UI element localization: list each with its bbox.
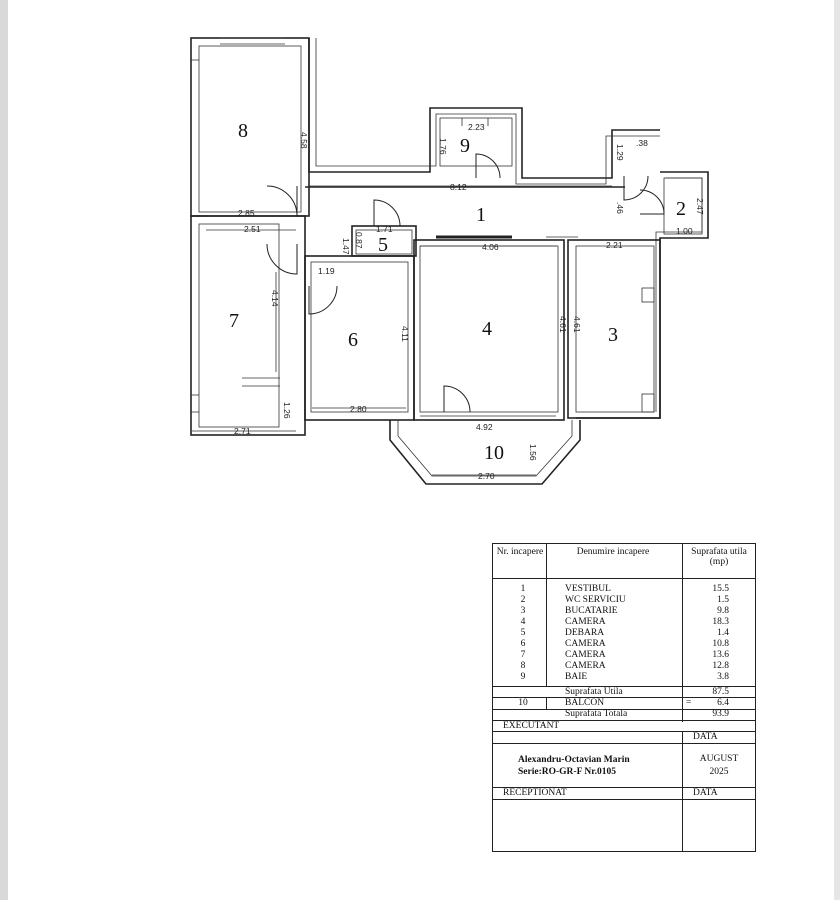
dim-label: 0.87	[354, 232, 364, 249]
hallway-walls	[305, 38, 708, 418]
room-label-8: 8	[238, 120, 248, 142]
room-label-10: 10	[484, 442, 504, 464]
dim-label: 1.76	[438, 138, 448, 155]
dim-label: 1.56	[528, 444, 538, 461]
table-divider	[682, 544, 683, 722]
row-area: 1.4	[717, 628, 729, 638]
row-area: 3.8	[717, 672, 729, 682]
table-divider	[682, 732, 683, 852]
row-area: 12.8	[712, 661, 729, 671]
row-area: 9.8	[717, 606, 729, 616]
row-name: DEBARA	[565, 628, 605, 638]
row-nr: 3	[520, 606, 526, 616]
header-nr: Nr. incapere	[496, 547, 544, 557]
door-arcs	[267, 154, 664, 412]
row-nr: 2	[520, 595, 526, 605]
suprafata-utila-value: 87.5	[712, 687, 729, 697]
date-month: AUGUST	[699, 754, 739, 764]
row-nr: 7	[520, 650, 526, 660]
row-area: 10.8	[712, 639, 729, 649]
room-label-5: 5	[378, 234, 388, 256]
receptionat-label: RECEPTIONAT	[503, 788, 567, 798]
row-name: VESTIBUL	[565, 584, 611, 594]
dim-label: 4.14	[270, 290, 280, 307]
dim-label: 1.26	[282, 402, 292, 419]
row-name: CAMERA	[565, 639, 606, 649]
executant-label: EXECUTANT	[503, 721, 560, 731]
header-suprafata: Suprafata utila (mp)	[691, 547, 747, 567]
balcon-value: 6.4	[717, 698, 729, 708]
room-label-9: 9	[460, 135, 470, 157]
balcon-sign: =	[686, 698, 692, 708]
row-nr: 9	[520, 672, 526, 682]
row-area: 13.6	[712, 650, 729, 660]
suprafata-totala-value: 93.9	[712, 709, 729, 719]
data-label-1: DATA	[693, 732, 718, 742]
date-year: 2025	[709, 767, 729, 777]
dim-label: 1.29	[615, 144, 625, 161]
dim-label: 2.23	[468, 122, 485, 132]
dim-label: 2.21	[606, 240, 623, 250]
dim-label: 4.92	[476, 422, 493, 432]
legend-table	[492, 543, 756, 852]
suprafata-totala-label: Suprafata Totala	[565, 709, 628, 719]
balcon-label: BALCON	[565, 698, 605, 708]
dim-label: 2.71	[234, 426, 251, 436]
data-label-2: DATA	[693, 788, 718, 798]
executant-serie: Serie:RO-GR-F Nr.0105	[518, 767, 616, 777]
balcon-nr: 10	[518, 698, 528, 708]
table-divider	[493, 578, 755, 579]
dim-label: 4.06	[482, 242, 499, 252]
table-divider	[493, 743, 755, 744]
room-label-2: 2	[676, 198, 686, 220]
row-name: CAMERA	[565, 661, 606, 671]
row-nr: 4	[520, 617, 526, 627]
header-denumire: Denumire incapere	[576, 547, 650, 557]
row-area: 15.5	[712, 584, 729, 594]
table-divider	[546, 697, 547, 709]
dim-label: .38	[636, 138, 648, 148]
dim-label: 2.70	[478, 471, 495, 481]
dim-label: 4.61	[572, 316, 582, 333]
row-nr: 1	[520, 584, 526, 594]
dim-label: 8.12	[450, 182, 467, 192]
dim-label: 2.80	[350, 404, 367, 414]
room-label-6: 6	[348, 329, 358, 351]
row-name: CAMERA	[565, 617, 606, 627]
row-name: BUCATARIE	[565, 606, 618, 616]
dim-label: 4.11	[400, 326, 410, 342]
room-label-7: 7	[229, 310, 239, 332]
dim-label: 1.19	[318, 266, 335, 276]
dim-label: 2.51	[244, 224, 261, 234]
dim-label: 1.71	[376, 224, 393, 234]
dim-label: 2.85	[238, 208, 255, 218]
room-8-walls	[191, 38, 309, 216]
row-name: BAIE	[565, 672, 588, 682]
dim-label: 4.61	[558, 316, 568, 333]
table-divider	[493, 799, 755, 800]
table-divider	[546, 544, 547, 686]
suprafata-utila-label: Suprafata Utila	[565, 687, 623, 697]
row-area: 1.5	[717, 595, 729, 605]
room-label-4: 4	[482, 318, 492, 340]
dim-label: 1.00	[676, 226, 693, 236]
dim-label: 4.58	[299, 132, 309, 149]
dim-label: 2.47	[695, 198, 705, 215]
row-name: CAMERA	[565, 650, 606, 660]
room-label-1: 1	[476, 204, 486, 226]
row-area: 18.3	[712, 617, 729, 627]
room-label-3: 3	[608, 324, 618, 346]
dim-label: 1.47	[341, 238, 351, 255]
row-nr: 5	[520, 628, 526, 638]
dim-label: .46	[615, 202, 625, 214]
executant-name: Alexandru-Octavian Marin	[518, 755, 630, 765]
row-nr: 8	[520, 661, 526, 671]
room-6-walls	[305, 256, 414, 420]
row-name: WC SERVICIU	[565, 595, 626, 605]
row-nr: 6	[520, 639, 526, 649]
